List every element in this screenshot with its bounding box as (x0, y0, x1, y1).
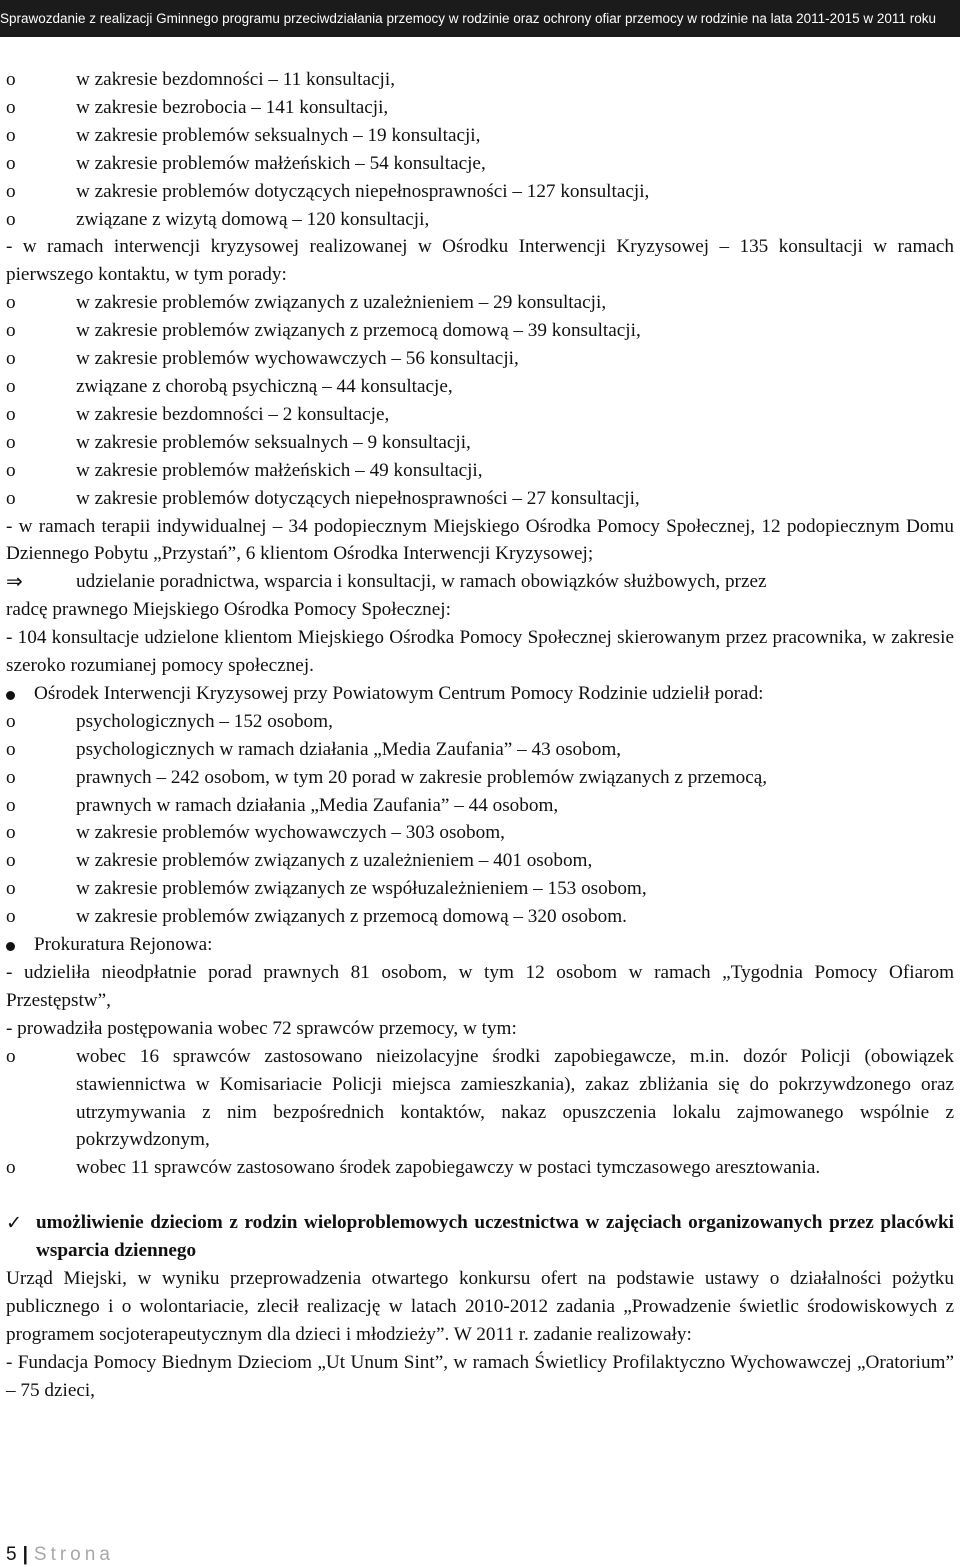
list-item-text: w zakresie problemów małżeńskich – 54 konsultacje, (76, 152, 486, 174)
arrow-icon: ⇒ (6, 569, 23, 594)
page-label: Strona (33, 1544, 114, 1565)
list-item (6, 708, 954, 736)
list-item-text: związane z wizytą domową – 120 konsultacji, (76, 208, 430, 230)
document-header (0, 0, 960, 37)
circle-bullet-icon: o (6, 208, 16, 230)
circle-bullet-icon: o (6, 794, 16, 816)
arrow-paragraph-text: udzielanie poradnictwa, wsparcia i konsultacji, w ramach obowiązków służbowych, przez (76, 571, 767, 593)
arrow-paragraph (6, 568, 954, 596)
circle-bullet-icon: o (6, 1045, 16, 1067)
list-item-text: psychologicznych – 152 osobom, (76, 710, 333, 732)
circle-bullet-icon: o (6, 292, 16, 314)
list-item-text: w zakresie problemów wychowawczych – 56 konsultacji, (76, 348, 519, 370)
list-item-text: w zakresie bezdomności – 2 konsultacje, (76, 403, 390, 425)
list-item-text: prawnych w ramach działania „Media Zaufania” – 44 osobom, (76, 794, 559, 816)
list-item-text: wobec 11 sprawców zastosowano środek zapobiegawczy w postaci tymczasowego aresztowania. (76, 1157, 821, 1179)
list-item (6, 792, 954, 820)
list-item-text: w zakresie bezrobocia – 141 konsultacji, (76, 96, 389, 118)
list-item (6, 345, 954, 373)
list-item (6, 736, 954, 764)
list-item-text: w zakresie problemów związanych ze współuzależnieniem – 153 osobom, (76, 878, 647, 900)
list-item (6, 457, 954, 485)
footer-separator: | (22, 1544, 28, 1565)
circle-bullet-icon: o (6, 738, 16, 760)
bullet-prosecutor-text: Prokuratura Rejonowa: (34, 934, 213, 956)
list-item (6, 875, 954, 903)
circle-bullet-icon: o (6, 1157, 16, 1179)
bullet-dot-icon (6, 942, 15, 951)
bullet-prosecutor (6, 931, 954, 959)
list-item (6, 903, 954, 931)
consultations-list-1 (6, 66, 954, 233)
list-item-text: związane z chorobą psychiczną – 44 konsultacje, (76, 375, 453, 397)
paragraph-foundation: - Fundacja Pomocy Biednym Dzieciom „Ut Unum Sint”, w ramach Świetlicy Profilaktyczno Wychowawczej „Oratorium” – 75 dzieci, (6, 1351, 954, 1401)
circle-bullet-icon: o (6, 320, 16, 342)
page-footer (6, 1543, 114, 1567)
page-number: 5 (6, 1544, 17, 1565)
circle-bullet-icon: o (6, 710, 16, 732)
list-item (6, 206, 954, 234)
circle-bullet-icon: o (6, 124, 16, 146)
list-item-text: wobec 16 sprawców zastosowano nieizolacyjne środki zapobiegawcze, m.in. dozór Policji (obowiązek stawiennictwa w Komisariacie Policji miejsca zamieszkania), zakaz zbliżania się do pokrzywdzonego oraz utrzymywania z nim bezpośrednich kontaktów, nakaz opuszczenia lokalu zajmowanego wspólnie z pokrzywdzonym, (76, 1045, 954, 1151)
paragraph-free-legal-advice: - udzieliła nieodpłatnie porad prawnych 81 osobom, w tym 12 osobom w ramach „Tygodnia Pomocy Ofiarom Przestępstw”, (6, 962, 954, 1011)
paragraph-legal-advisor: radcę prawnego Miejskiego Ośrodka Pomocy Społecznej: (6, 599, 451, 621)
list-item (6, 485, 954, 513)
list-item (6, 66, 954, 94)
list-item-text: w zakresie bezdomności – 11 konsultacji, (76, 69, 395, 90)
circle-bullet-icon: o (6, 431, 16, 453)
circle-bullet-icon: o (6, 152, 16, 174)
circle-bullet-icon: o (6, 96, 16, 118)
list-item (6, 178, 954, 206)
checkmark-icon: ✓ (6, 1211, 23, 1235)
list-item (6, 122, 954, 150)
list-item (6, 764, 954, 792)
bullet-crisis-center (6, 680, 954, 708)
circle-bullet-icon: o (6, 766, 16, 788)
advice-list (6, 708, 954, 931)
list-item (6, 150, 954, 178)
circle-bullet-icon: o (6, 348, 16, 370)
paragraph-individual-therapy: - w ramach terapii indywidualnej – 34 podopiecznym Miejskiego Ośrodka Pomocy Społecznej, 12 podopiecznym Domu Dziennego Pobytu „Przystań”, 6 klientom Ośrodka Interwencji Kryzysowej; (6, 515, 954, 565)
list-item (6, 401, 954, 429)
check-heading (6, 1209, 954, 1265)
list-item-text: w zakresie problemów seksualnych – 9 konsultacji, (76, 431, 471, 453)
list-item (6, 819, 954, 847)
list-item-text: w zakresie problemów seksualnych – 19 konsultacji, (76, 124, 481, 146)
measures-list (6, 1043, 954, 1183)
document-body (6, 66, 954, 1405)
paragraph-104-consultations: - 104 konsultacje udzielone klientom Miejskiego Ośrodka Pomocy Społecznej skierowanym przez pracownika, w zakresie szeroko rozumianej pomocy społecznej. (6, 627, 954, 677)
paragraph-proceedings: - prowadziła postępowania wobec 72 sprawców przemocy, w tym: (6, 1017, 517, 1039)
list-item-text: w zakresie problemów związanych z przemocą domową – 39 konsultacji, (76, 320, 641, 342)
list-item (6, 1154, 954, 1182)
list-item-text: psychologicznych w ramach działania „Media Zaufania” – 43 osobom, (76, 738, 622, 760)
circle-bullet-icon: o (6, 459, 16, 481)
bullet-dot-icon (6, 691, 15, 700)
paragraph-crisis-intervention: - w ramach interwencji kryzysowej realizowanej w Ośrodku Interwencji Kryzysowej – 135 konsultacji w ramach pierwszego kontaktu, w tym porady: (6, 236, 954, 286)
list-item (6, 1043, 954, 1155)
header-title: Sprawozdanie z realizacji Gminnego programu przeciwdziałania przemocy w rodzinie oraz ochrony ofiar przemocy w rodzinie na lata 2011-2015 w 2011 roku (0, 11, 936, 26)
list-item (6, 289, 954, 317)
circle-bullet-icon: o (6, 850, 16, 872)
consultations-list-2 (6, 289, 954, 512)
list-item-text: w zakresie problemów wychowawczych – 303 osobom, (76, 822, 505, 844)
list-item-text: prawnych – 242 osobom, w tym 20 porad w zakresie problemów związanych z przemocą, (76, 766, 768, 788)
list-item-text: w zakresie problemów związanych z uzależnieniem – 401 osobom, (76, 850, 593, 872)
list-item (6, 317, 954, 345)
circle-bullet-icon: o (6, 69, 16, 90)
list-item-text: w zakresie problemów związanych z uzależnieniem – 29 konsultacji, (76, 292, 607, 314)
list-item-text: w zakresie problemów dotyczących niepełnosprawności – 127 konsultacji, (76, 180, 650, 202)
list-item-text: w zakresie problemów dotyczących niepełnosprawności – 27 konsultacji, (76, 487, 640, 509)
list-item (6, 847, 954, 875)
circle-bullet-icon: o (6, 487, 16, 509)
circle-bullet-icon: o (6, 403, 16, 425)
circle-bullet-icon: o (6, 878, 16, 900)
circle-bullet-icon: o (6, 906, 16, 928)
list-item-text: w zakresie problemów małżeńskich – 49 konsultacji, (76, 459, 483, 481)
circle-bullet-icon: o (6, 375, 16, 397)
list-item (6, 94, 954, 122)
list-item (6, 429, 954, 457)
check-heading-text: umożliwienie dzieciom z rodzin wieloproblemowych uczestnictwa w zajęciach organizowanych przez placówki wsparcia dziennego (36, 1212, 954, 1262)
bullet-crisis-center-text: Ośrodek Interwencji Kryzysowej przy Powiatowym Centrum Pomocy Rodzinie udzielił porad: (34, 682, 764, 704)
circle-bullet-icon: o (6, 180, 16, 202)
circle-bullet-icon: o (6, 822, 16, 844)
list-item-text: w zakresie problemów związanych z przemocą domową – 320 osobom. (76, 906, 627, 928)
list-item (6, 373, 954, 401)
paragraph-city-office: Urząd Miejski, w wyniku przeprowadzenia otwartego konkursu ofert na podstawie ustawy o działalności pożytku publicznego i o wolontariacie, zlecił realizację w latach 2010-2012 zadania „Prowadzenie świetlic środowiskowych z programem socjoterapeutycznym dla dzieci i młodzieży”. W 2011 r. zadanie realizowały: (6, 1268, 954, 1345)
